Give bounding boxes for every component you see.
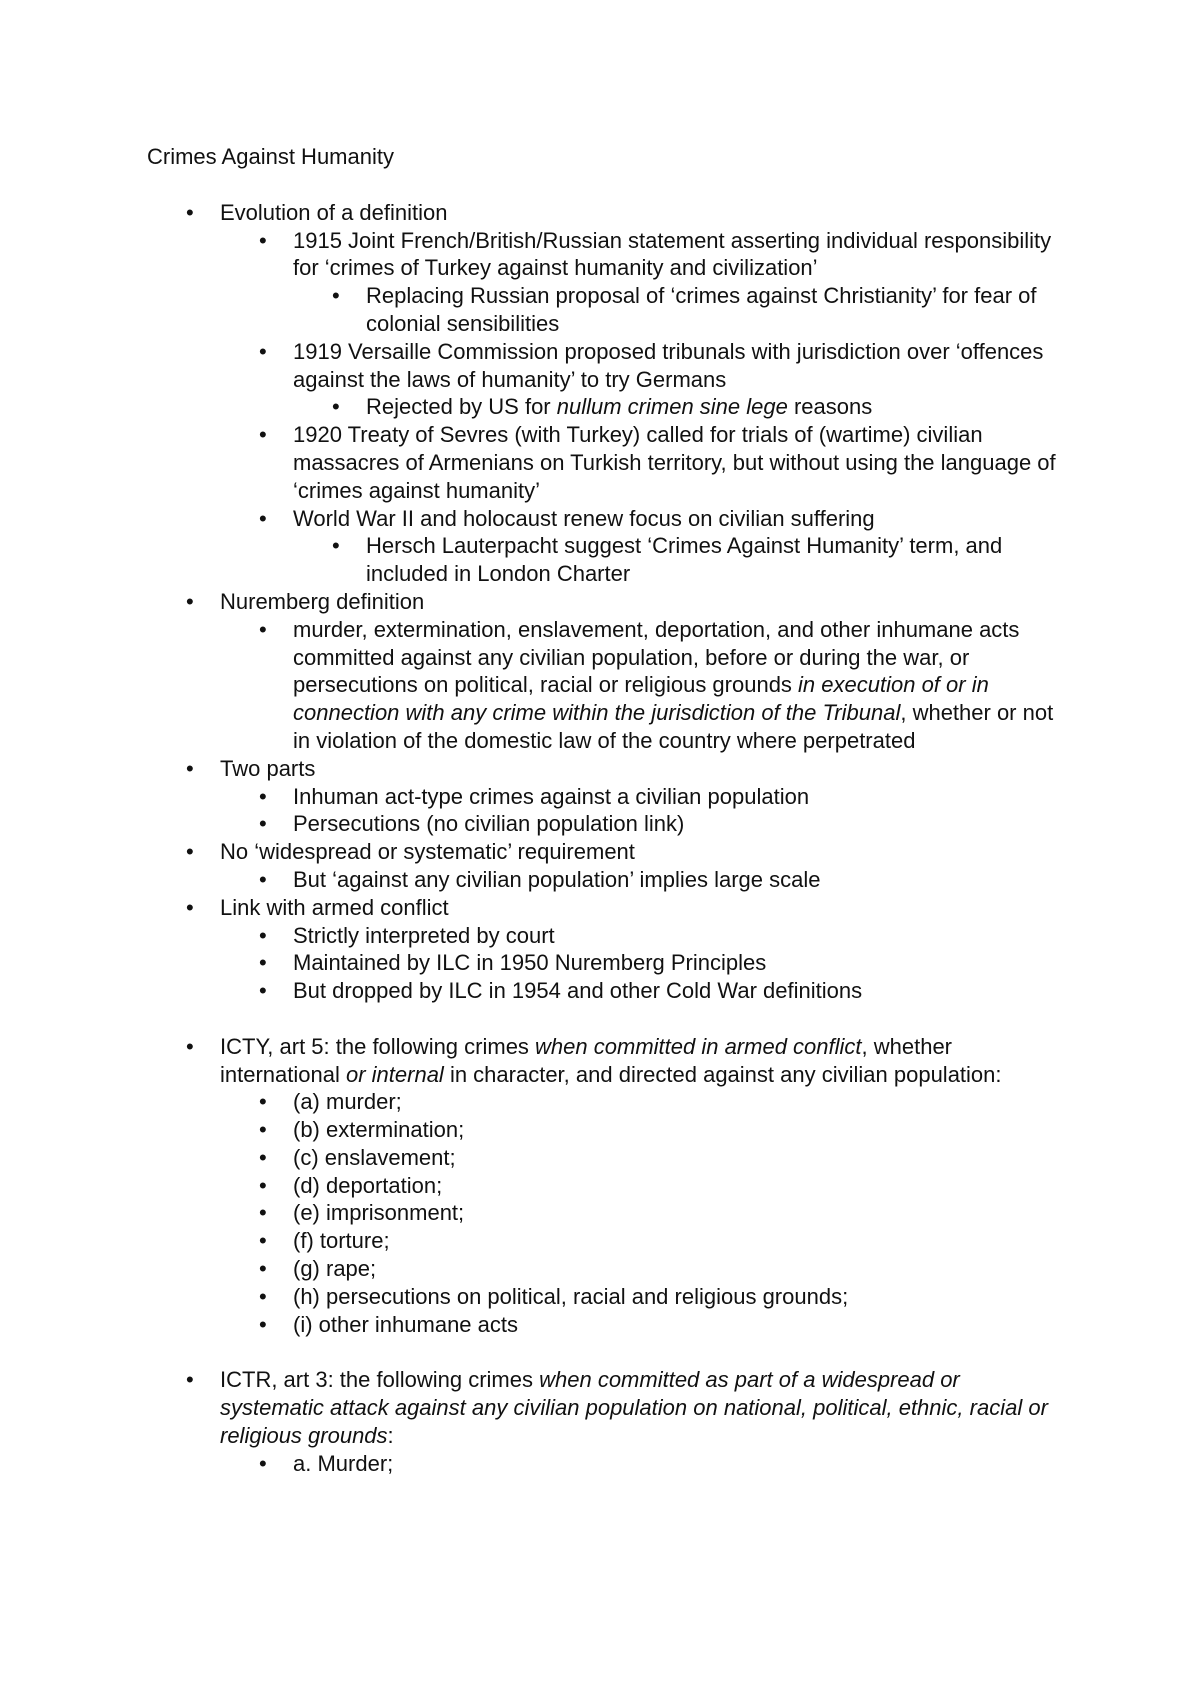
bullet-icon: • [259,1117,267,1143]
bullet-icon: • [259,978,267,1004]
list-item-level-1 [259,1283,1067,1311]
list-item-text: Hersch Lauterpacht suggest ‘Crimes Against Humanity’ term, and included in London Charter [366,533,1003,587]
blank-line [147,1338,1067,1366]
bullet-icon: • [259,227,267,253]
list-item-text: World War II and holocaust renew focus on civilian suffering [293,505,875,531]
bullet-icon: • [259,1311,267,1337]
list-item-level-0 [186,894,1067,922]
list-item-text: (g) rape; [293,1256,377,1282]
bullet-icon: • [332,394,340,420]
list-item-text: (d) deportation; [293,1172,443,1198]
list-item-level-1 [259,616,1067,755]
list-item-level-0 [186,1033,1067,1089]
list-item-level-0 [186,755,1067,783]
bullet-icon: • [332,283,340,309]
bullet-icon: • [186,588,194,614]
bullet-icon: • [186,839,194,865]
bullet-icon: • [259,922,267,948]
list-item-level-1 [259,922,1067,950]
bullet-icon: • [259,505,267,531]
bullet-icon: • [259,1200,267,1226]
bullet-icon: • [186,1367,194,1393]
list-item-text: 1915 Joint French/British/Russian statement asserting individual responsibility for ‘crimes of Turkey against humanity and civilization’ [293,227,1052,281]
italic-text: in execution of or in connection with any crime within the jurisdiction of the Tribunal [293,672,989,726]
bullet-icon: • [259,338,267,364]
bullet-icon: • [259,1256,267,1282]
bullet-outline [147,199,1067,1478]
bullet-icon: • [259,1228,267,1254]
list-item-text: , whether international [220,1033,953,1087]
bullet-icon: • [259,1144,267,1170]
list-item-level-1 [259,783,1067,811]
bullet-icon: • [259,783,267,809]
list-item-level-1 [259,421,1067,504]
list-item-text: (a) murder; [293,1089,402,1115]
list-item-text: But dropped by ILC in 1954 and other Cold War definitions [293,978,863,1004]
list-item-text: Nuremberg definition [220,588,425,614]
list-item-text: Strictly interpreted by court [293,922,555,948]
list-item-text: Inhuman act-type crimes against a civilian population [293,783,810,809]
list-item-text: in character, and directed against any civilian population: [443,1061,1002,1087]
bullet-icon: • [259,1283,267,1309]
list-item-text: 1919 Versaille Commission proposed tribunals with jurisdiction over ‘offences against the laws of humanity’ to try Germans [293,338,1044,392]
list-item-text: reasons [787,394,873,420]
bullet-icon: • [259,811,267,837]
list-item-text: (h) persecutions on political, racial and religious grounds; [293,1283,849,1309]
list-item-level-1 [259,949,1067,977]
list-item-level-1 [259,810,1067,838]
list-item-text: ICTY, art 5: the following crimes [220,1033,536,1059]
bullet-icon: • [186,894,194,920]
list-item-level-2 [332,393,1067,421]
list-item-level-1 [259,1172,1067,1200]
list-item-level-2 [332,532,1067,588]
bullet-icon: • [186,1033,194,1059]
page-title: Crimes Against Humanity [147,144,394,169]
list-item-text: But ‘against any civilian population’ implies large scale [293,866,821,892]
list-item-level-1 [259,227,1067,283]
bullet-icon: • [259,950,267,976]
list-item-text: murder, extermination, enslavement, deportation, and other inhumane acts committed against any civilian population, before or during the war, or persecutions on political, racial or religious grounds [293,616,1020,698]
list-item-level-1 [259,1144,1067,1172]
list-item-level-1 [259,1450,1067,1478]
bullet-icon: • [259,1089,267,1115]
bullet-icon: • [259,1450,267,1476]
list-item-level-0 [186,588,1067,616]
list-item-text: Evolution of a definition [220,199,448,225]
list-item-level-1 [259,1088,1067,1116]
list-item-text: Link with armed conflict [220,894,449,920]
list-item-level-1 [259,1199,1067,1227]
list-item-level-1 [259,1255,1067,1283]
list-item-level-1 [259,1311,1067,1339]
list-item-text: : [387,1422,394,1448]
list-item-level-1 [259,866,1067,894]
bullet-icon: • [259,866,267,892]
list-item-level-0 [186,838,1067,866]
list-item-text: ICTR, art 3: the following crimes [220,1367,540,1393]
bullet-icon: • [186,755,194,781]
bullet-icon: • [332,533,340,559]
bullet-icon: • [259,616,267,642]
list-item-text: Maintained by ILC in 1950 Nuremberg Principles [293,950,767,976]
bullet-icon: • [259,1172,267,1198]
list-item-text: (c) enslavement; [293,1144,456,1170]
list-item-text: Persecutions (no civilian population link) [293,811,685,837]
list-item-text: 1920 Treaty of Sevres (with Turkey) called for trials of (wartime) civilian massacres of Armenians on Turkish territory, but without using the language of ‘crimes against humanity’ [293,422,1056,503]
italic-text: when committed as part of a widespread or systematic attack against any civilian population on national, political, ethnic, racial or religious grounds [220,1367,1048,1448]
list-item-text: (f) torture; [293,1228,390,1254]
list-item-text: , whether or not in violation of the domestic law of the country where perpetrated [293,700,1054,753]
list-item-level-0 [186,1366,1067,1449]
list-item-level-2 [332,282,1067,338]
list-item-level-1 [259,1116,1067,1144]
list-item-text: a. Murder; [293,1450,394,1476]
list-item-level-1 [259,1227,1067,1255]
list-item-text: Two parts [220,755,316,781]
list-item-level-1 [259,505,1067,533]
list-item-text: (e) imprisonment; [293,1200,465,1226]
list-item-text: Rejected by US for [366,394,557,420]
italic-text: when committed in armed conflict [535,1033,862,1059]
document-page [147,143,1067,1477]
list-item-text: Replacing Russian proposal of ‘crimes against Christianity’ for fear of colonial sensibilities [366,283,1037,336]
list-item-level-1 [259,977,1067,1005]
list-item-level-0 [186,199,1067,227]
bullet-icon: • [186,199,194,225]
blank-line [147,1005,1067,1033]
italic-text: nullum crimen sine lege [556,394,788,420]
list-item-text: (i) other inhumane acts [293,1311,518,1337]
list-item-text: (b) extermination; [293,1117,465,1143]
list-item-level-1 [259,338,1067,394]
bullet-icon: • [259,422,267,448]
italic-text: or internal [345,1061,444,1087]
list-item-text: No ‘widespread or systematic’ requirement [220,839,635,865]
